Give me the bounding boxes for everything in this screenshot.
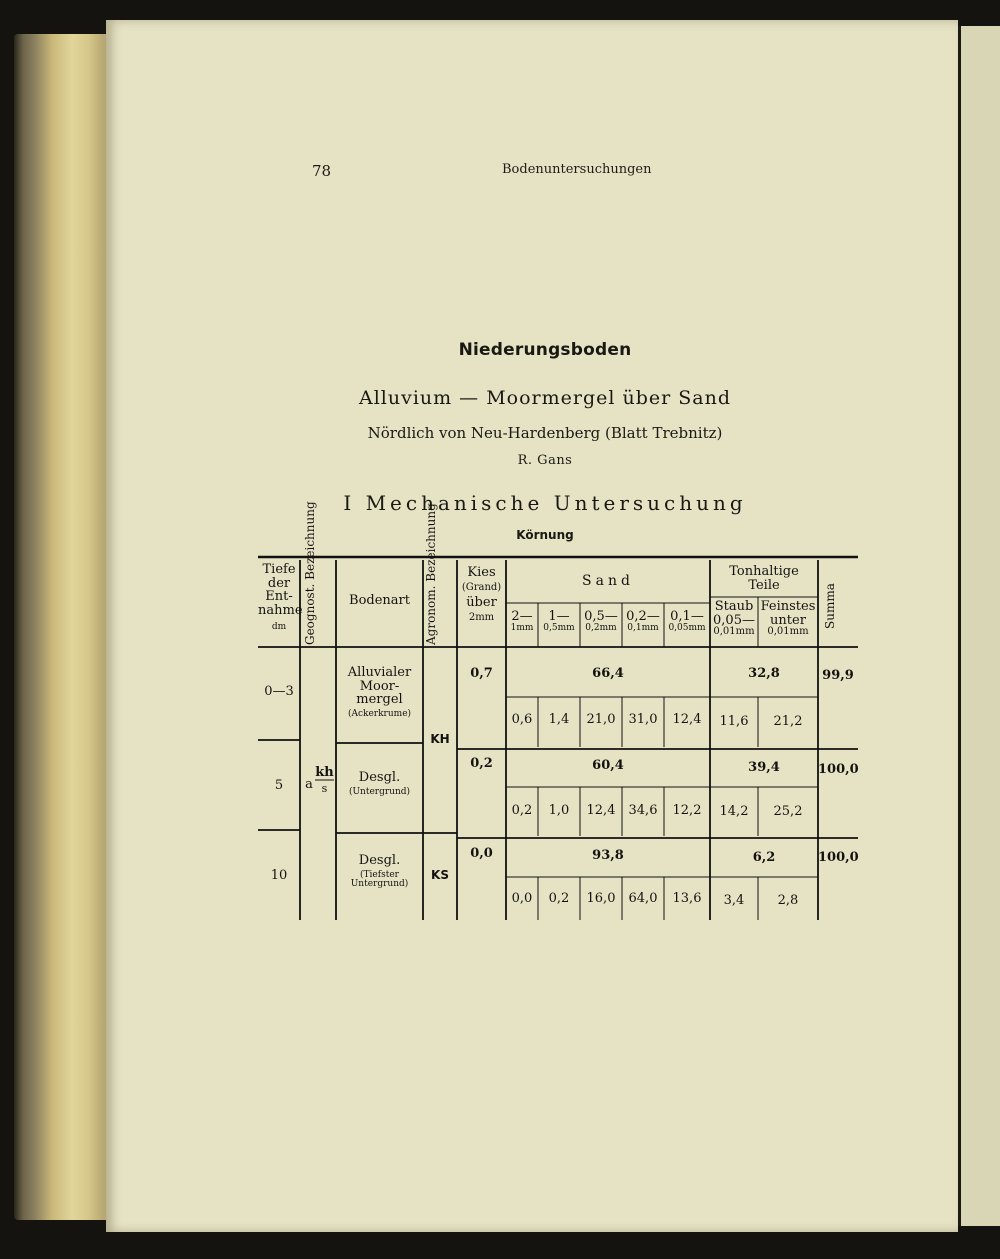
next-page-edge — [958, 26, 1000, 1226]
header-feinstes — [758, 600, 818, 638]
page-subtitle: Alluvium — Moormergel über Sand — [358, 387, 732, 409]
row-tiefe: 10 — [270, 868, 288, 883]
bodenart-line: (Tiefster — [360, 869, 399, 880]
row-sand-value: 0,2 — [548, 891, 570, 906]
row-summa: 100,0 — [818, 850, 859, 865]
geognost-numerator: kh — [315, 765, 334, 780]
range-to: 0,5mm — [543, 622, 575, 633]
header-tiefe-line: Tiefe — [262, 562, 296, 577]
header-feinstes-line: 0,01mm — [767, 626, 809, 638]
running-head: Bodenuntersuchungen — [502, 162, 652, 177]
range-from: 1— — [548, 609, 570, 624]
row-bodenart — [336, 666, 423, 719]
row-kies: 0,0 — [470, 846, 493, 861]
header-tiefe-line: nahme — [258, 602, 303, 618]
row-kies: 0,2 — [470, 756, 493, 771]
header-staub-line: Staub — [714, 599, 754, 614]
row-summa: 99,9 — [822, 668, 854, 683]
row-tiefe: 0—3 — [264, 684, 294, 699]
range-to: 0,05mm — [668, 622, 706, 633]
header-agronom: Agronom. Bezeichnung — [424, 503, 438, 645]
header-sand-range — [580, 610, 622, 633]
range-to: 1mm — [510, 622, 534, 633]
header-summa: Summa — [823, 583, 837, 629]
agronom-value: KS — [431, 868, 449, 882]
row-sand-value: 0,0 — [511, 891, 533, 906]
row-bodenart — [336, 771, 423, 797]
table-caption: Körnung — [516, 528, 574, 542]
bodenart-line: Desgl. — [358, 770, 401, 785]
row-ton-value: 2,8 — [777, 893, 799, 908]
header-sand-range — [506, 610, 538, 633]
range-from: 0,5— — [584, 609, 618, 624]
header-feinstes-line: unter — [770, 612, 806, 628]
geognost-prefix: a — [305, 777, 313, 792]
row-bodenart — [336, 854, 423, 890]
location-line: Nördlich von Neu-Hardenberg (Blatt Trebnitz) — [367, 424, 723, 442]
header-bodenart: Bodenart — [349, 593, 410, 608]
row-sand-value: 16,0 — [586, 891, 616, 906]
page-number: 78 — [312, 162, 332, 180]
row-sand-total: 66,4 — [592, 666, 624, 681]
header-kies-line: Kies — [467, 565, 496, 580]
agronom-value: KH — [430, 732, 450, 746]
row-tiefe: 5 — [274, 778, 284, 793]
range-from: 2— — [511, 609, 533, 624]
header-tonhaltige-line: Teile — [748, 577, 780, 593]
row-sand-total: 60,4 — [592, 758, 624, 773]
row-sand-value: 34,6 — [628, 803, 658, 818]
header-kies-line: über — [466, 595, 497, 611]
header-tiefe-line: der — [267, 575, 291, 591]
row-sand-value: 12,4 — [672, 712, 702, 727]
row-ton-value: 21,2 — [773, 714, 803, 729]
row-ton-value: 3,4 — [723, 893, 745, 908]
header-sand-range — [664, 610, 710, 633]
header-kies-line: 2mm — [468, 611, 495, 623]
row-ton-value: 14,2 — [719, 804, 749, 819]
header-staub — [710, 600, 758, 638]
bodenart-line: Untergrund) — [350, 879, 409, 890]
row-ton-total: 6,2 — [752, 850, 776, 865]
section-heading: I Mechanische Untersuchung — [343, 491, 747, 515]
header-staub-line: 0,01mm — [713, 626, 755, 638]
row-sand-value: 64,0 — [628, 891, 658, 906]
header-geognost: Geognost. Bezeichnung — [303, 501, 317, 645]
row-ton-value: 11,6 — [719, 714, 749, 729]
row-summa: 100,0 — [818, 762, 859, 777]
author: R. Gans — [517, 453, 573, 468]
row-sand-value: 0,2 — [511, 803, 533, 818]
bodenart-line: Moor- — [359, 678, 400, 694]
header-sand: Sand — [582, 573, 634, 589]
row-sand-value: 1,0 — [548, 803, 570, 818]
row-sand-total: 93,8 — [592, 848, 624, 863]
bodenart-line: Desgl. — [358, 853, 401, 868]
row-ton-total: 32,8 — [748, 666, 780, 681]
row-sand-value: 31,0 — [628, 712, 658, 727]
header-tiefe-line: Ent- — [265, 589, 293, 605]
range-from: 0,1— — [670, 609, 704, 624]
bodenart-line: Alluvialer — [347, 665, 412, 680]
row-ton-value: 25,2 — [773, 804, 803, 819]
row-sand-value: 13,6 — [672, 891, 702, 906]
row-sand-value: 21,0 — [586, 712, 616, 727]
row-sand-value: 0,6 — [511, 712, 533, 727]
header-sand-range — [538, 610, 580, 633]
header-staub-line: 0,05— — [713, 612, 755, 628]
header-feinstes-line: Feinstes — [760, 599, 816, 614]
row-sand-value: 1,4 — [548, 712, 570, 727]
range-from: 0,2— — [626, 609, 660, 624]
header-tiefe-unit: dm — [271, 621, 287, 632]
bodenart-line: (Ackerkrume) — [347, 708, 412, 719]
range-to: 0,2mm — [585, 622, 617, 633]
range-to: 0,1mm — [627, 622, 659, 633]
header-sand-range — [622, 610, 664, 633]
row-kies: 0,7 — [470, 666, 493, 681]
header-tonhaltige — [710, 565, 818, 592]
header-kies-line: (Grand) — [461, 581, 502, 593]
bodenart-line: (Untergrund) — [348, 786, 411, 797]
row-sand-value: 12,4 — [586, 803, 616, 818]
header-kies — [457, 566, 506, 623]
header-tonhaltige-line: Tonhaltige — [729, 564, 799, 579]
bodenart-line: mergel — [356, 692, 403, 708]
geognost-denominator: s — [321, 782, 328, 795]
row-ton-total: 39,4 — [748, 760, 780, 775]
page-title: Niederungsboden — [458, 340, 632, 360]
row-sand-value: 12,2 — [672, 803, 702, 818]
header-tiefe — [258, 562, 303, 632]
